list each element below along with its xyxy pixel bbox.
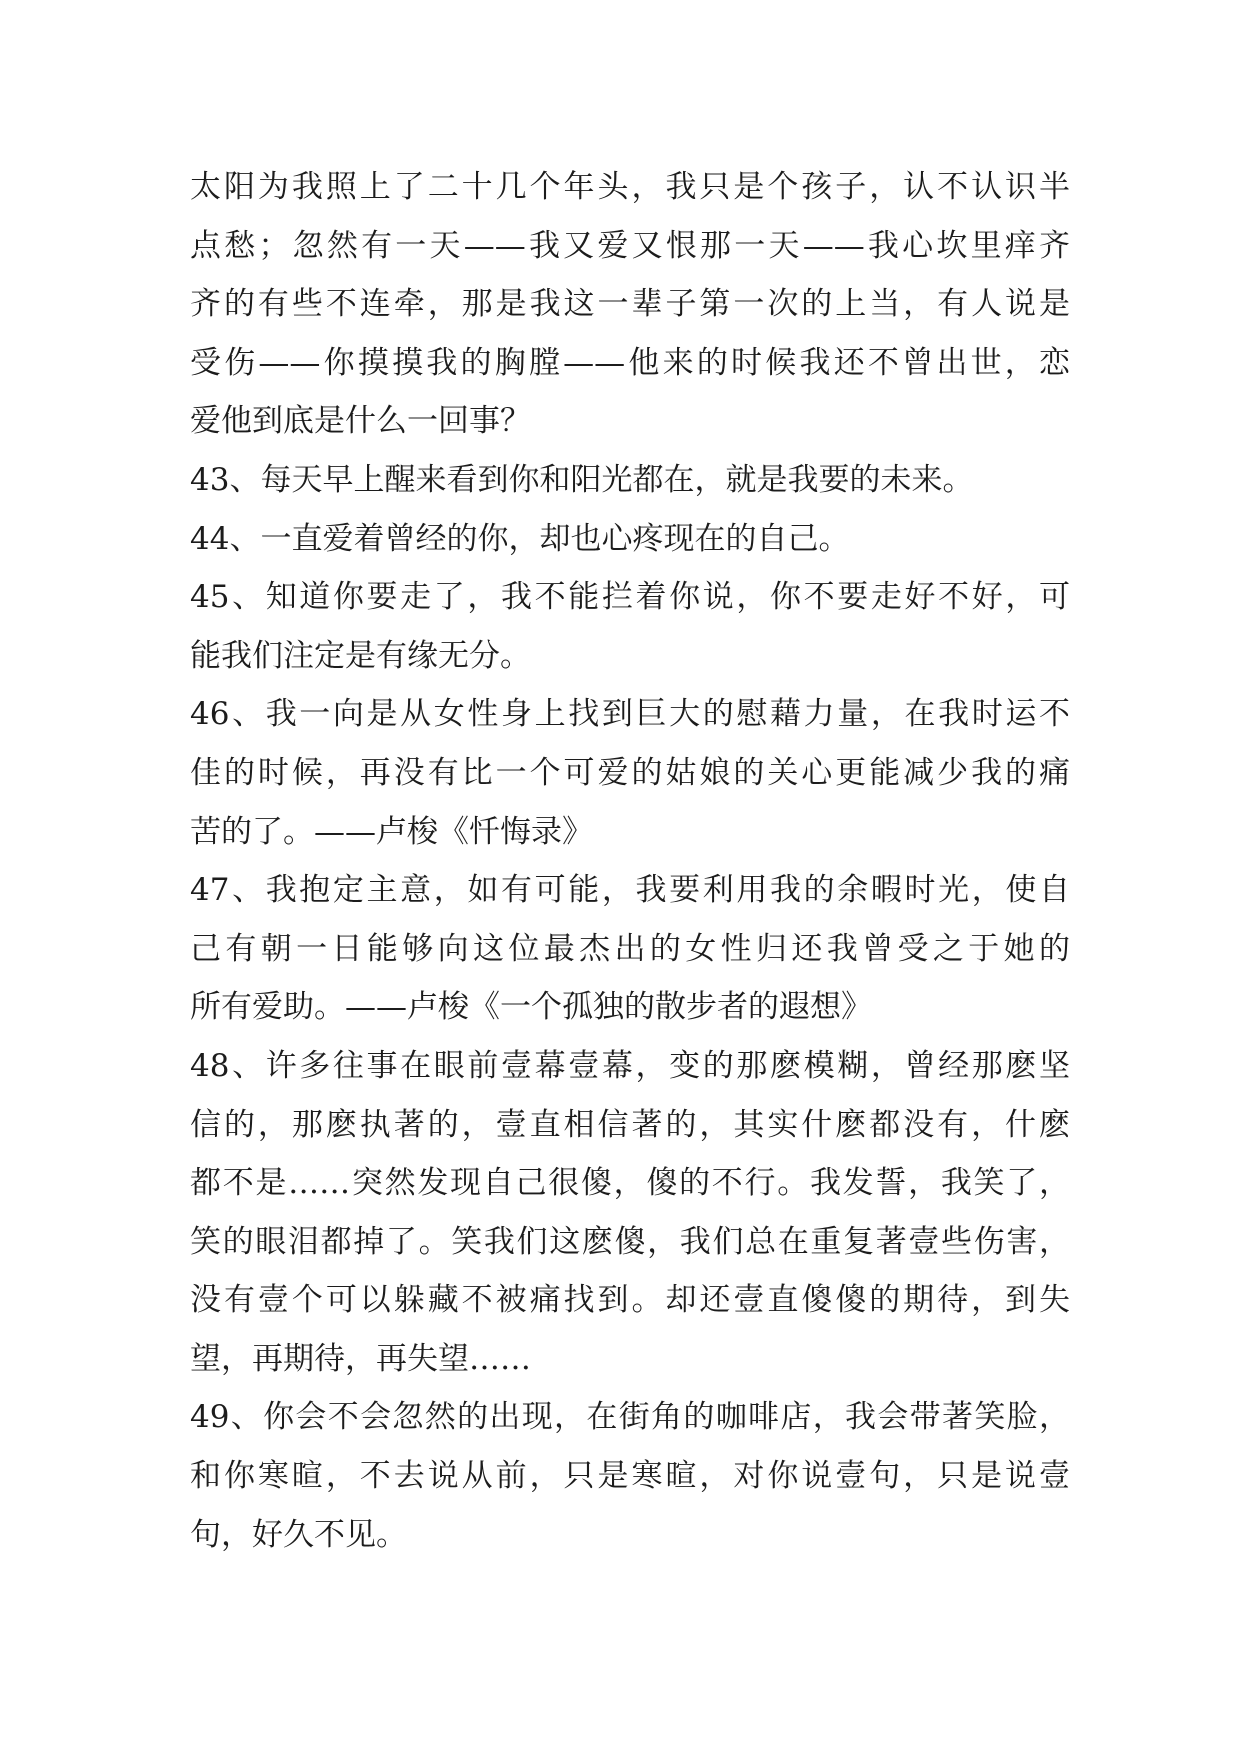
text-line: 句，好久不见。 bbox=[190, 1516, 407, 1553]
text-line: 己有朝一日能够向这位最杰出的女性归还我曾受之于她的 bbox=[190, 930, 1070, 967]
text-line: 47、我抱定主意，如有可能，我要利用我的余暇时光，使自 bbox=[190, 872, 1070, 909]
text-line: 点愁；忽然有一天——我又爱又恨那一天——我心坎里痒齐 bbox=[190, 227, 1070, 264]
text-line: 望，再期待，再失望…… bbox=[190, 1340, 531, 1377]
text-line: 能我们注定是有缘无分。 bbox=[190, 637, 531, 674]
text-line: 和你寒暄，不去说从前，只是寒暄，对你说壹句，只是说壹 bbox=[190, 1458, 1070, 1495]
text-line: 46、我一向是从女性身上找到巨大的慰藉力量，在我时运不 bbox=[190, 696, 1070, 733]
text-line: 爱他到底是什么一回事？ bbox=[190, 403, 531, 440]
text-line: 信的，那麽执著的，壹直相信著的，其实什麽都没有，什麽 bbox=[190, 1106, 1070, 1143]
text-line: 48、许多往事在眼前壹幕壹幕，变的那麽模糊，曾经那麽坚 bbox=[190, 1047, 1070, 1084]
text-line: 都不是……突然发现自己很傻，傻的不行。我发誓，我笑了， bbox=[190, 1165, 1070, 1202]
text-line: 受伤——你摸摸我的胸膛——他来的时候我还不曾出世，恋 bbox=[190, 344, 1070, 381]
text-line: 45、知道你要走了，我不能拦着你说，你不要走好不好，可 bbox=[190, 579, 1070, 616]
text-line: 49、你会不会忽然的出现，在街角的咖啡店，我会带著笑脸， bbox=[190, 1399, 1070, 1436]
text-line: 齐的有些不连牵，那是我这一辈子第一次的上当，有人说是 bbox=[190, 286, 1070, 323]
document-body bbox=[190, 158, 1070, 1564]
text-line: 所有爱助。——卢梭《一个孤独的散步者的遐想》 bbox=[190, 989, 872, 1026]
text-line: 笑的眼泪都掉了。笑我们这麽傻，我们总在重复著壹些伤害， bbox=[190, 1223, 1070, 1260]
text-line: 苦的了。——卢梭《忏悔录》 bbox=[190, 813, 593, 850]
text-line: 44、一直爱着曾经的你，却也心疼现在的自己。 bbox=[190, 520, 850, 557]
text-line: 太阳为我照上了二十几个年头，我只是个孩子，认不认识半 bbox=[190, 169, 1070, 205]
text-line: 43、每天早上醒来看到你和阳光都在，就是我要的未来。 bbox=[190, 461, 974, 498]
text-line: 没有壹个可以躲藏不被痛找到。却还壹直傻傻的期待，到失 bbox=[190, 1282, 1070, 1319]
text-line: 佳的时候，再没有比一个可爱的姑娘的关心更能减少我的痛 bbox=[190, 754, 1070, 791]
